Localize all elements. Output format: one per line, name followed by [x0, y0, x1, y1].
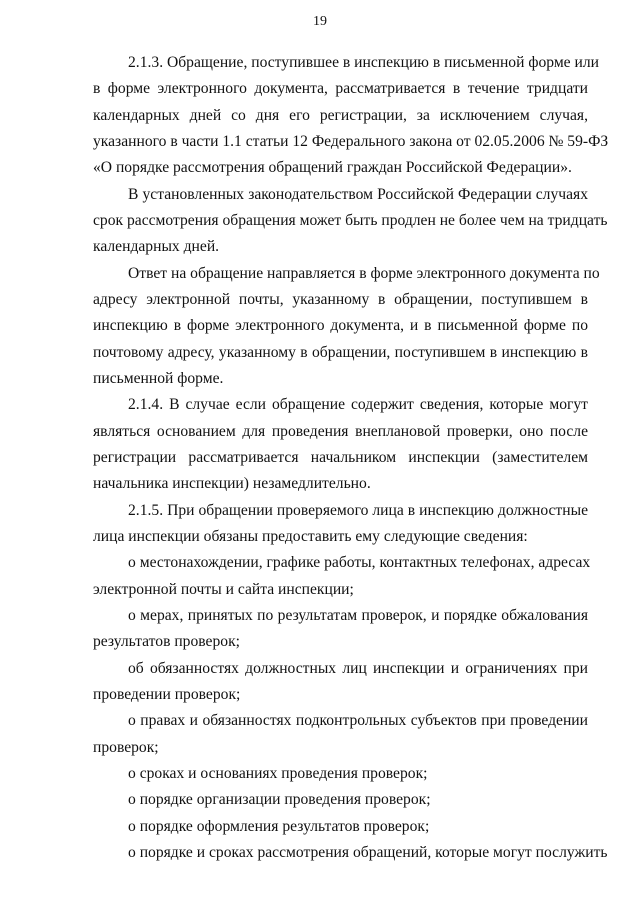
text-line: указанного в части 1.1 статьи 12 Федерального закона от 02.05.2006 № 59-ФЗ: [93, 133, 609, 150]
text-line: 2.1.3. Обращение, поступившее в инспекцию в письменной форме или: [128, 54, 599, 71]
text-line: проведении проверок;: [93, 686, 241, 703]
list-item: о порядке организации проведения проверок;: [128, 791, 431, 808]
text-line: «О порядке рассмотрения обращений граждан Российской Федерации».: [93, 159, 572, 176]
text-line: календарных дней со дня его регистрации, за исключением случая,: [93, 107, 588, 124]
text-line: электронной почты и сайта инспекции;: [93, 581, 354, 598]
text-line: результатов проверок;: [93, 633, 240, 650]
text-line: письменной форме.: [93, 370, 224, 387]
text-line: почтовому адресу, указанному в обращении, поступившем в инспекцию в: [93, 344, 588, 361]
text-line: срок рассмотрения обращения может быть продлен не более чем на тридцать: [93, 212, 608, 229]
list-item: о порядке оформления результатов проверок;: [128, 818, 430, 835]
text-line: в форме электронного документа, рассматривается в течение тридцати: [93, 80, 588, 97]
text-line: 2.1.4. В случае если обращение содержит сведения, которые могут: [128, 396, 588, 413]
text-line: Ответ на обращение направляется в форме электронного документа по: [128, 265, 600, 282]
text-line: адресу электронной почты, указанному в обращении, поступившем в: [93, 291, 588, 308]
text-line: регистрации рассматривается начальником инспекции (заместителем: [93, 449, 588, 466]
list-item: о порядке и сроках рассмотрения обращений, которые могут послужить: [128, 844, 608, 861]
page-number: 19: [313, 14, 327, 29]
text-line: лица инспекции обязаны предоставить ему следующие сведения:: [93, 528, 528, 545]
list-item: о сроках и основаниях проведения проверок;: [128, 765, 428, 782]
text-line: инспекцию в форме электронного документа, и в письменной форме по: [93, 317, 588, 334]
list-item: об обязанностях должностных лиц инспекции и ограничениях при: [128, 660, 588, 677]
text-line: календарных дней.: [93, 238, 220, 255]
text-line: начальника инспекции) незамедлительно.: [93, 475, 371, 492]
list-item: о местонахождении, графике работы, контактных телефонах, адресах: [128, 554, 591, 571]
text-line: 2.1.5. При обращении проверяемого лица в инспекцию должностные: [128, 502, 588, 519]
list-item: о правах и обязанностях подконтрольных субъектов при проведении: [128, 712, 588, 729]
text-line: проверок;: [93, 739, 159, 756]
list-item: о мерах, принятых по результатам проверок, и порядке обжалования: [128, 607, 588, 624]
text-line: В установленных законодательством Российской Федерации случаях: [128, 186, 588, 203]
text-line: являться основанием для проведения внеплановой проверки, оно после: [93, 423, 588, 440]
